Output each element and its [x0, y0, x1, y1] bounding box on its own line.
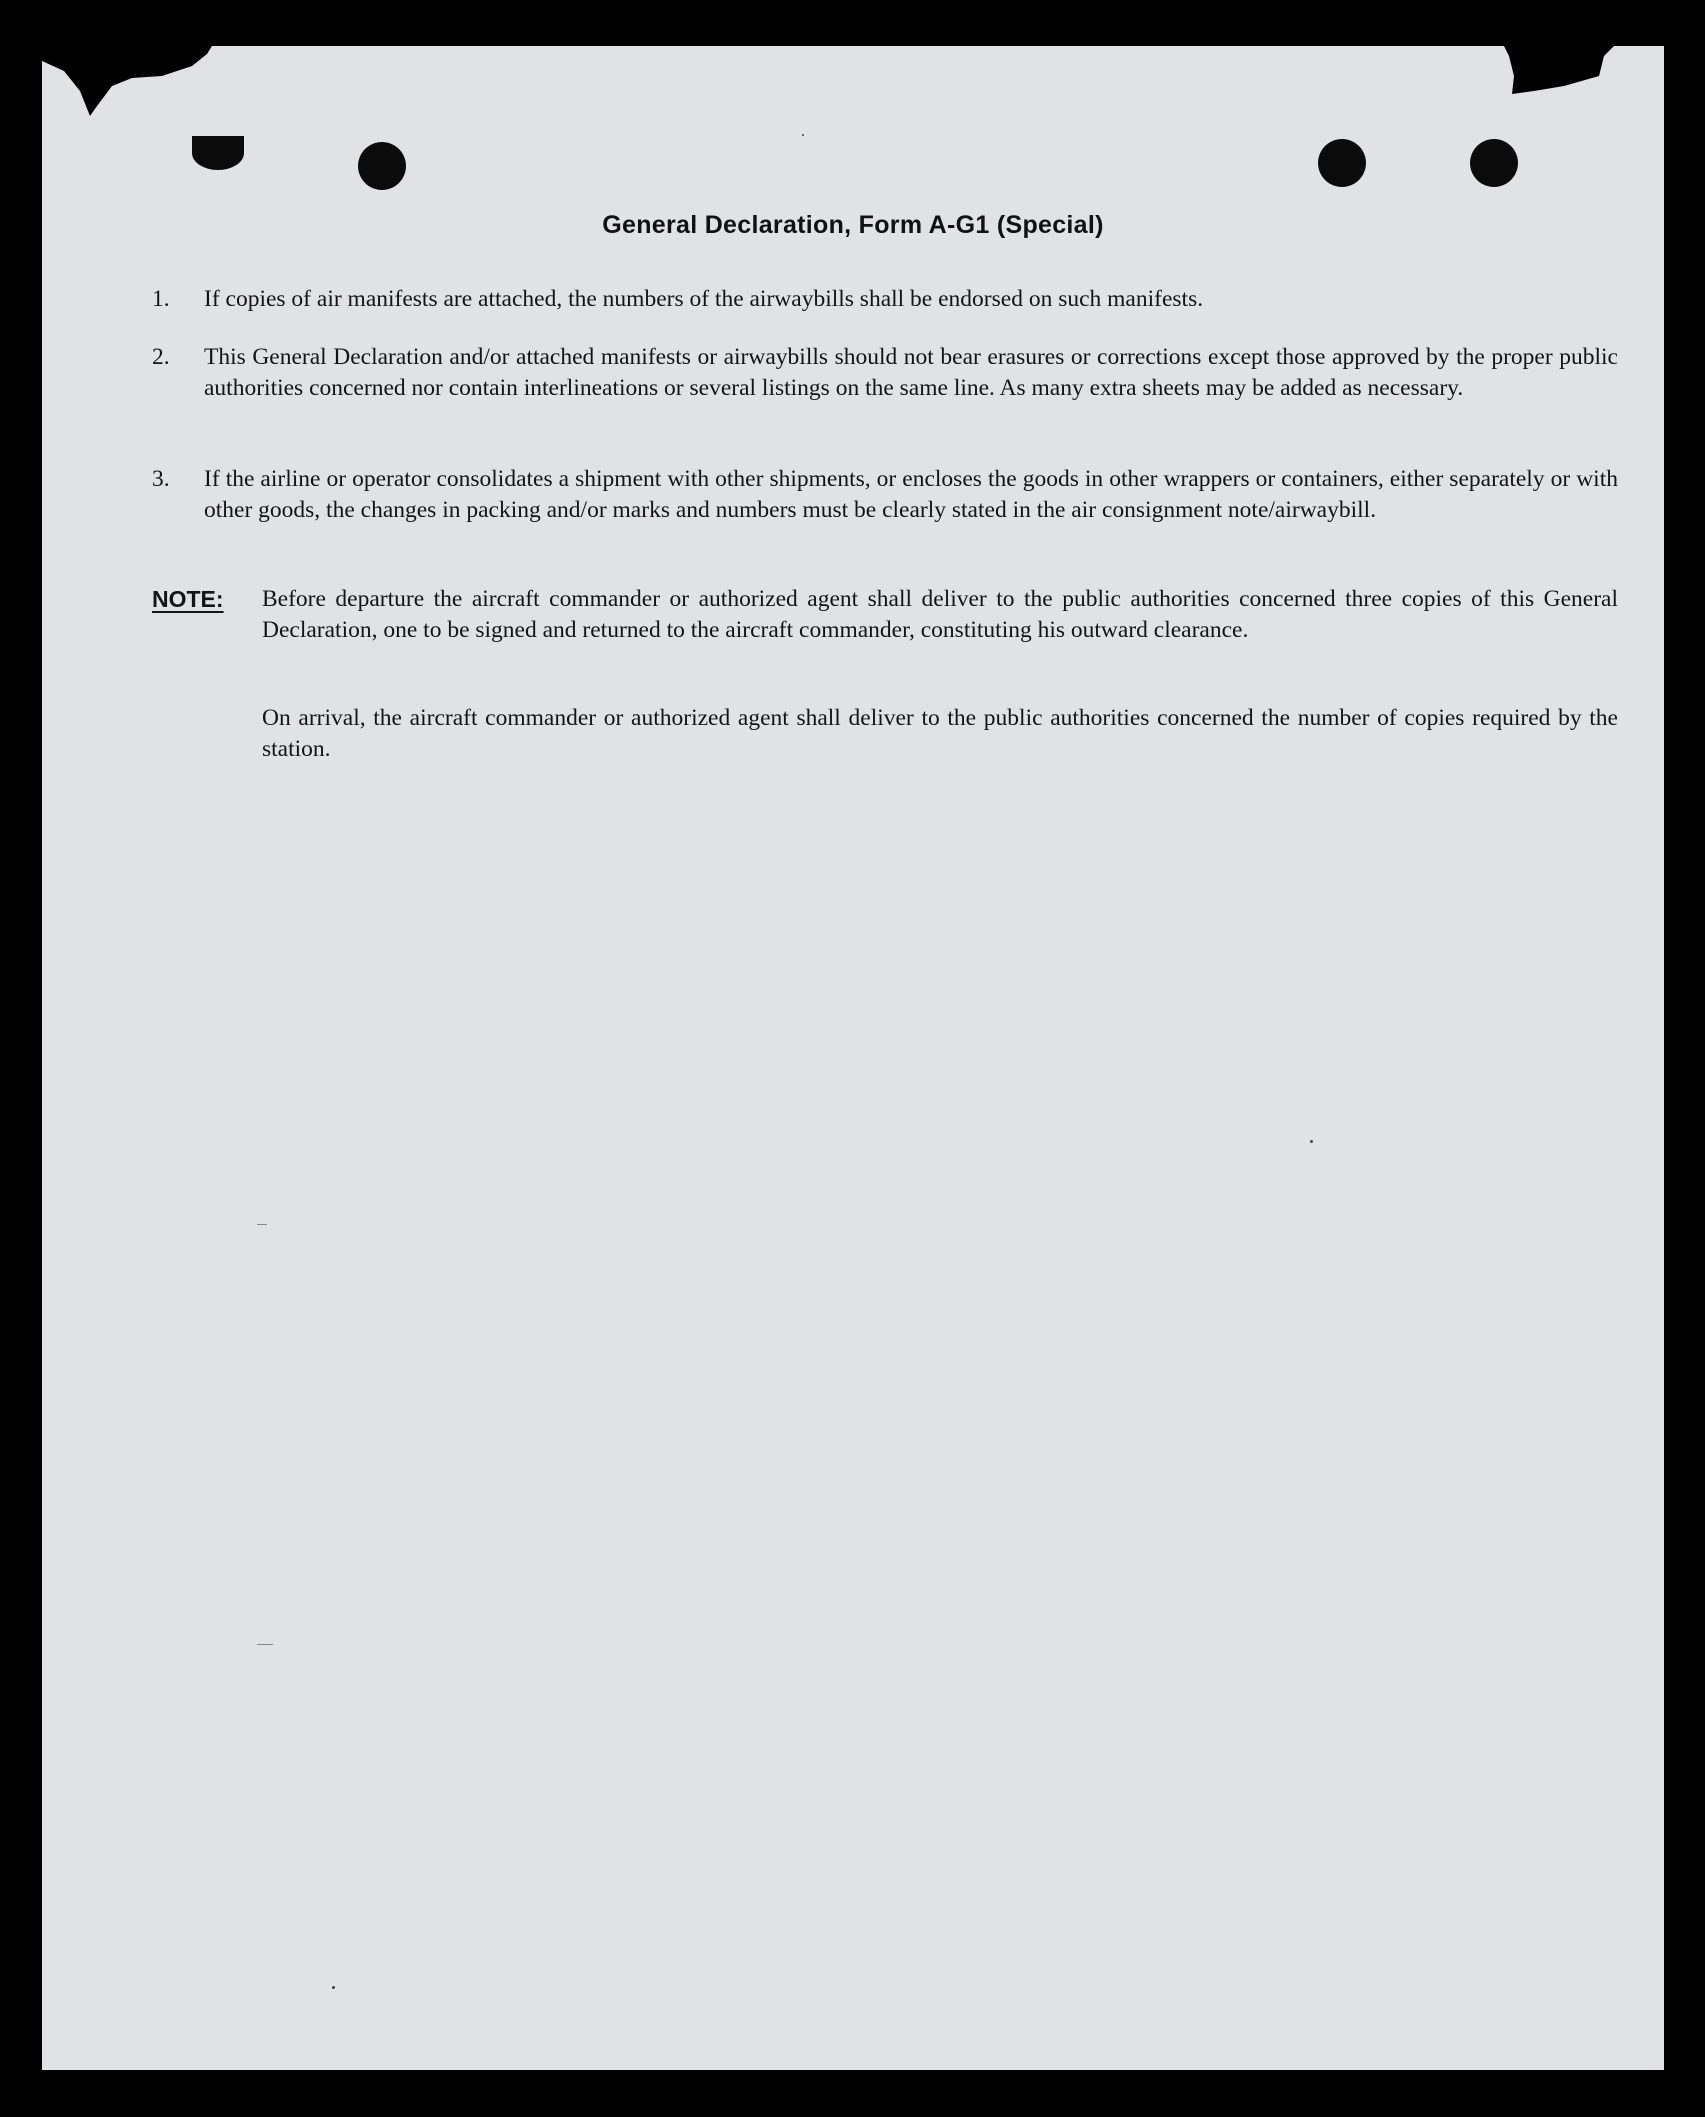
item-text: This General Declaration and/or attached manifests or airwaybills should not bear erasures or corrections except those approved by the proper public authorities concerned nor contain interlineations or several listings on the same line. As many extra sheets may be added as necessary. [204, 344, 1618, 401]
punch-hole-left-partial [192, 136, 244, 170]
item-number: 1. [152, 286, 170, 312]
punch-hole-left [358, 142, 406, 190]
note-label: NOTE: [152, 586, 224, 612]
item-text: If copies of air manifests are attached, the numbers of the airwaybills shall be endorsed on such manifests. [204, 286, 1204, 312]
item-number: 3. [152, 466, 170, 492]
note-paragraph-2: On arrival, the aircraft commander or authorized agent shall deliver to the public authorities concerned the number of copies required by the station. [262, 705, 1618, 762]
document-page [42, 46, 1664, 2070]
note-paragraph-1: Before departure the aircraft commander or authorized agent shall deliver to the public authorities concerned three copies of this General Declaration, one to be signed and returned to the aircraft commander, constituting his outward clearance. [262, 586, 1618, 643]
scan-speck [802, 134, 804, 136]
scan-speck [1310, 1140, 1313, 1143]
instruction-item-2 [152, 342, 1618, 404]
instruction-item-3 [152, 464, 1618, 526]
torn-corner-right [1504, 46, 1614, 96]
form-title: General Declaration, Form A-G1 (Special) [602, 211, 1104, 239]
item-number: 2. [152, 344, 170, 370]
scan-mark [257, 1224, 267, 1225]
note-continuation [152, 703, 1618, 765]
instruction-item-1 [152, 284, 1618, 315]
item-text: If the airline or operator consolidates a shipment with other shipments, or encloses the goods in other wrappers or containers, either separately or with other goods, the changes in packing and/or marks and numbers must be clearly stated in the air consignment note/airwaybill. [204, 466, 1618, 523]
note-section [152, 584, 1618, 646]
scan-speck [332, 1986, 335, 1989]
scan-mark [257, 1644, 273, 1645]
punch-hole-right-inner [1318, 139, 1366, 187]
punch-hole-right-outer [1470, 139, 1518, 187]
torn-corner-left [42, 46, 272, 116]
